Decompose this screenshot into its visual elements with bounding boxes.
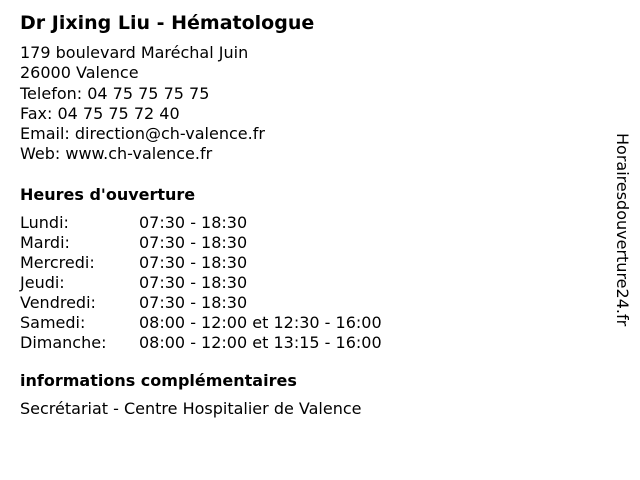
hours-row-thursday: [20, 273, 600, 293]
address-street: 179 boulevard Maréchal Juin: [20, 43, 249, 62]
page-title: Dr Jixing Liu - Hématologue: [20, 12, 315, 34]
contact-block: [20, 43, 600, 165]
time-value: 07:30 - 18:30: [139, 212, 248, 232]
day-label: Dimanche:: [20, 333, 107, 353]
day-label: Mardi:: [20, 232, 70, 252]
day-label: Vendredi:: [20, 293, 96, 313]
time-value: 07:30 - 18:30: [139, 252, 248, 272]
hours-row-wednesday: [20, 253, 600, 273]
fax-line: Fax: 04 75 75 72 40: [20, 103, 180, 123]
listing-card: [20, 10, 600, 419]
day-label: Jeudi:: [20, 273, 65, 293]
day-label: Samedi:: [20, 313, 86, 333]
site-watermark: Horairesdouverture24.fr: [613, 133, 632, 327]
hours-row-sunday: [20, 333, 600, 353]
email-line: Email: direction@ch-valence.fr: [20, 124, 265, 144]
address-city: 26000 Valence: [20, 63, 139, 83]
time-value: 07:30 - 18:30: [139, 232, 248, 252]
time-value: 07:30 - 18:30: [139, 273, 248, 293]
info-heading: informations complémentaires: [20, 371, 297, 391]
day-label: Mercredi:: [20, 252, 95, 272]
hours-row-saturday: [20, 313, 600, 333]
time-value: 07:30 - 18:30: [139, 293, 248, 313]
hours-row-monday: [20, 213, 600, 233]
info-text: Secrétariat - Centre Hospitalier de Valence: [20, 399, 362, 419]
hours-row-tuesday: [20, 233, 600, 253]
phone-line: Telefon: 04 75 75 75 75: [20, 83, 210, 103]
hours-table: [20, 213, 600, 354]
web-line: Web: www.ch-valence.fr: [20, 144, 213, 164]
time-value: 08:00 - 12:00 et 13:15 - 16:00: [139, 333, 382, 353]
time-value: 08:00 - 12:00 et 12:30 - 16:00: [139, 313, 382, 333]
hours-row-friday: [20, 293, 600, 313]
hours-heading: Heures d'ouverture: [20, 184, 196, 204]
day-label: Lundi:: [20, 212, 69, 232]
